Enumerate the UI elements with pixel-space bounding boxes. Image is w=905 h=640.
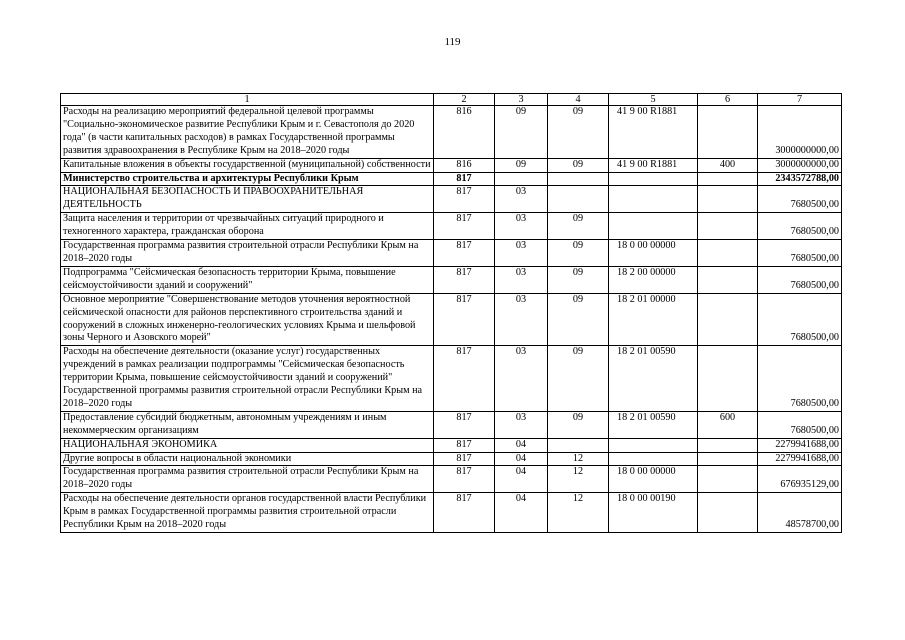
target-article-cell	[609, 186, 698, 213]
table-row	[61, 293, 842, 346]
table-row	[61, 452, 842, 466]
header-cell: 3	[495, 94, 548, 106]
ministry-code-cell: 817	[434, 293, 495, 346]
row-name-cell: Капитальные вложения в объекты государственной (муниципальной) собственности	[61, 158, 434, 172]
section-cell: 03	[495, 293, 548, 346]
expense-type-cell	[698, 466, 758, 493]
amount-cell: 7680500,00	[758, 411, 842, 438]
table-row	[61, 186, 842, 213]
subsection-cell: 09	[548, 293, 609, 346]
section-cell: 04	[495, 452, 548, 466]
ministry-code-cell: 817	[434, 411, 495, 438]
amount-cell: 2279941688,00	[758, 452, 842, 466]
amount-cell: 7680500,00	[758, 213, 842, 240]
table-row	[61, 213, 842, 240]
amount-cell: 3000000000,00	[758, 106, 842, 159]
amount-cell: 7680500,00	[758, 293, 842, 346]
header-cell: 2	[434, 94, 495, 106]
target-article-cell: 18 2 00 00000	[609, 266, 698, 293]
row-name-cell: НАЦИОНАЛЬНАЯ ЭКОНОМИКА	[61, 438, 434, 452]
table-row	[61, 240, 842, 267]
header-cell: 1	[61, 94, 434, 106]
amount-cell: 2279941688,00	[758, 438, 842, 452]
row-name-cell: Государственная программа развития строительной отрасли Республики Крым на 2018–2020 годы	[61, 466, 434, 493]
subsection-cell: 09	[548, 346, 609, 412]
target-article-cell: 41 9 00 R1881	[609, 158, 698, 172]
section-cell	[495, 172, 548, 186]
ministry-code-cell: 817	[434, 240, 495, 267]
subsection-cell	[548, 438, 609, 452]
row-name-cell: Расходы на обеспечение деятельности (оказание услуг) государственных учреждений в рамках реализации подпрограммы "Сейсмическая безопасность территории Крыма, повышение сейсмоустойчивости зданий и сооружений" Государственной программы развития строительной отрасли Республики Крым на 2018–2020 годы	[61, 346, 434, 412]
amount-cell: 7680500,00	[758, 186, 842, 213]
target-article-cell	[609, 172, 698, 186]
expense-type-cell	[698, 266, 758, 293]
row-name-cell: Другие вопросы в области национальной экономики	[61, 452, 434, 466]
subsection-cell: 09	[548, 158, 609, 172]
row-name-cell: Государственная программа развития строительной отрасли Республики Крым на 2018–2020 годы	[61, 240, 434, 267]
header-cell: 7	[758, 94, 842, 106]
expense-type-cell	[698, 293, 758, 346]
target-article-cell: 18 0 00 00000	[609, 240, 698, 267]
section-cell: 03	[495, 213, 548, 240]
subsection-cell: 09	[548, 240, 609, 267]
subsection-cell: 09	[548, 266, 609, 293]
section-cell: 04	[495, 466, 548, 493]
ministry-code-cell: 817	[434, 438, 495, 452]
amount-cell: 7680500,00	[758, 266, 842, 293]
subsection-cell: 12	[548, 493, 609, 533]
amount-cell: 7680500,00	[758, 240, 842, 267]
table-row	[61, 346, 842, 412]
ministry-code-cell: 816	[434, 158, 495, 172]
expense-type-cell	[698, 346, 758, 412]
ministry-code-cell: 817	[434, 466, 495, 493]
target-article-cell: 18 2 01 00590	[609, 411, 698, 438]
amount-cell: 48578700,00	[758, 493, 842, 533]
expense-type-cell	[698, 438, 758, 452]
amount-cell: 3000000000,00	[758, 158, 842, 172]
target-article-cell	[609, 438, 698, 452]
table-header-row	[61, 94, 842, 106]
table-row	[61, 493, 842, 533]
row-name-cell: Расходы на обеспечение деятельности органов государственной власти Республики Крым в рамках Государственной программы развития строительной отрасли Республики Крым на 2018–2020 годы	[61, 493, 434, 533]
section-cell: 03	[495, 240, 548, 267]
expense-type-cell	[698, 172, 758, 186]
row-name-cell: Защита населения и территории от чрезвычайных ситуаций природного и техногенного характера, гражданская оборона	[61, 213, 434, 240]
subsection-cell	[548, 186, 609, 213]
section-cell: 03	[495, 186, 548, 213]
row-name-cell: Расходы на реализацию мероприятий федеральной целевой программы "Социально-экономическое развитие Республики Крым и г. Севастополя до 2020 года" (в части капитальных расходов) в рамках Государственной программы развития здравоохранения в Республике Крым на 2018–2020 годы	[61, 106, 434, 159]
section-cell: 03	[495, 411, 548, 438]
page-number: 119	[444, 36, 461, 48]
expense-type-cell	[698, 240, 758, 267]
subsection-cell: 09	[548, 411, 609, 438]
header-cell: 6	[698, 94, 758, 106]
row-name-cell: Предоставление субсидий бюджетным, автономным учреждениям и иным некоммерческим организациям	[61, 411, 434, 438]
section-cell: 03	[495, 266, 548, 293]
row-name-cell: НАЦИОНАЛЬНАЯ БЕЗОПАСНОСТЬ И ПРАВООХРАНИТЕЛЬНАЯ ДЕЯТЕЛЬНОСТЬ	[61, 186, 434, 213]
expense-type-cell: 600	[698, 411, 758, 438]
expense-type-cell	[698, 493, 758, 533]
ministry-code-cell: 817	[434, 266, 495, 293]
table-row	[61, 466, 842, 493]
target-article-cell: 41 9 00 R1881	[609, 106, 698, 159]
table-row	[61, 172, 842, 186]
expense-type-cell	[698, 213, 758, 240]
expense-type-cell	[698, 452, 758, 466]
row-name-cell: Подпрограмма "Сейсмическая безопасность территории Крыма, повышение сейсмоустойчивости зданий и сооружений"	[61, 266, 434, 293]
table-row	[61, 411, 842, 438]
row-name-cell: Министерство строительства и архитектуры Республики Крым	[61, 172, 434, 186]
ministry-code-cell: 817	[434, 493, 495, 533]
target-article-cell: 18 0 00 00000	[609, 466, 698, 493]
subsection-cell: 12	[548, 466, 609, 493]
budget-table	[60, 93, 842, 533]
section-cell: 04	[495, 438, 548, 452]
ministry-code-cell: 817	[434, 213, 495, 240]
target-article-cell	[609, 213, 698, 240]
table-row	[61, 266, 842, 293]
amount-cell: 676935129,00	[758, 466, 842, 493]
target-article-cell: 18 2 01 00000	[609, 293, 698, 346]
section-cell: 04	[495, 493, 548, 533]
amount-cell: 2343572788,00	[758, 172, 842, 186]
target-article-cell: 18 0 00 00190	[609, 493, 698, 533]
ministry-code-cell: 817	[434, 346, 495, 412]
ministry-code-cell: 816	[434, 106, 495, 159]
target-article-cell: 18 2 01 00590	[609, 346, 698, 412]
section-cell: 09	[495, 106, 548, 159]
subsection-cell: 09	[548, 213, 609, 240]
target-article-cell	[609, 452, 698, 466]
section-cell: 03	[495, 346, 548, 412]
amount-cell: 7680500,00	[758, 346, 842, 412]
header-cell: 4	[548, 94, 609, 106]
ministry-code-cell: 817	[434, 186, 495, 213]
header-cell: 5	[609, 94, 698, 106]
subsection-cell: 09	[548, 106, 609, 159]
subsection-cell	[548, 172, 609, 186]
ministry-code-cell: 817	[434, 172, 495, 186]
expense-type-cell: 400	[698, 158, 758, 172]
ministry-code-cell: 817	[434, 452, 495, 466]
table-row	[61, 438, 842, 452]
expense-type-cell	[698, 106, 758, 159]
section-cell: 09	[495, 158, 548, 172]
table-row	[61, 106, 842, 159]
table-row	[61, 158, 842, 172]
subsection-cell: 12	[548, 452, 609, 466]
row-name-cell: Основное мероприятие "Совершенствование методов уточнения вероятностной сейсмической опасности для районов перспективного строительства зданий и сооружений в сложных инженерно-геологических условиях Крыма и шельфовой зоны Черного и Азовского морей"	[61, 293, 434, 346]
expense-type-cell	[698, 186, 758, 213]
